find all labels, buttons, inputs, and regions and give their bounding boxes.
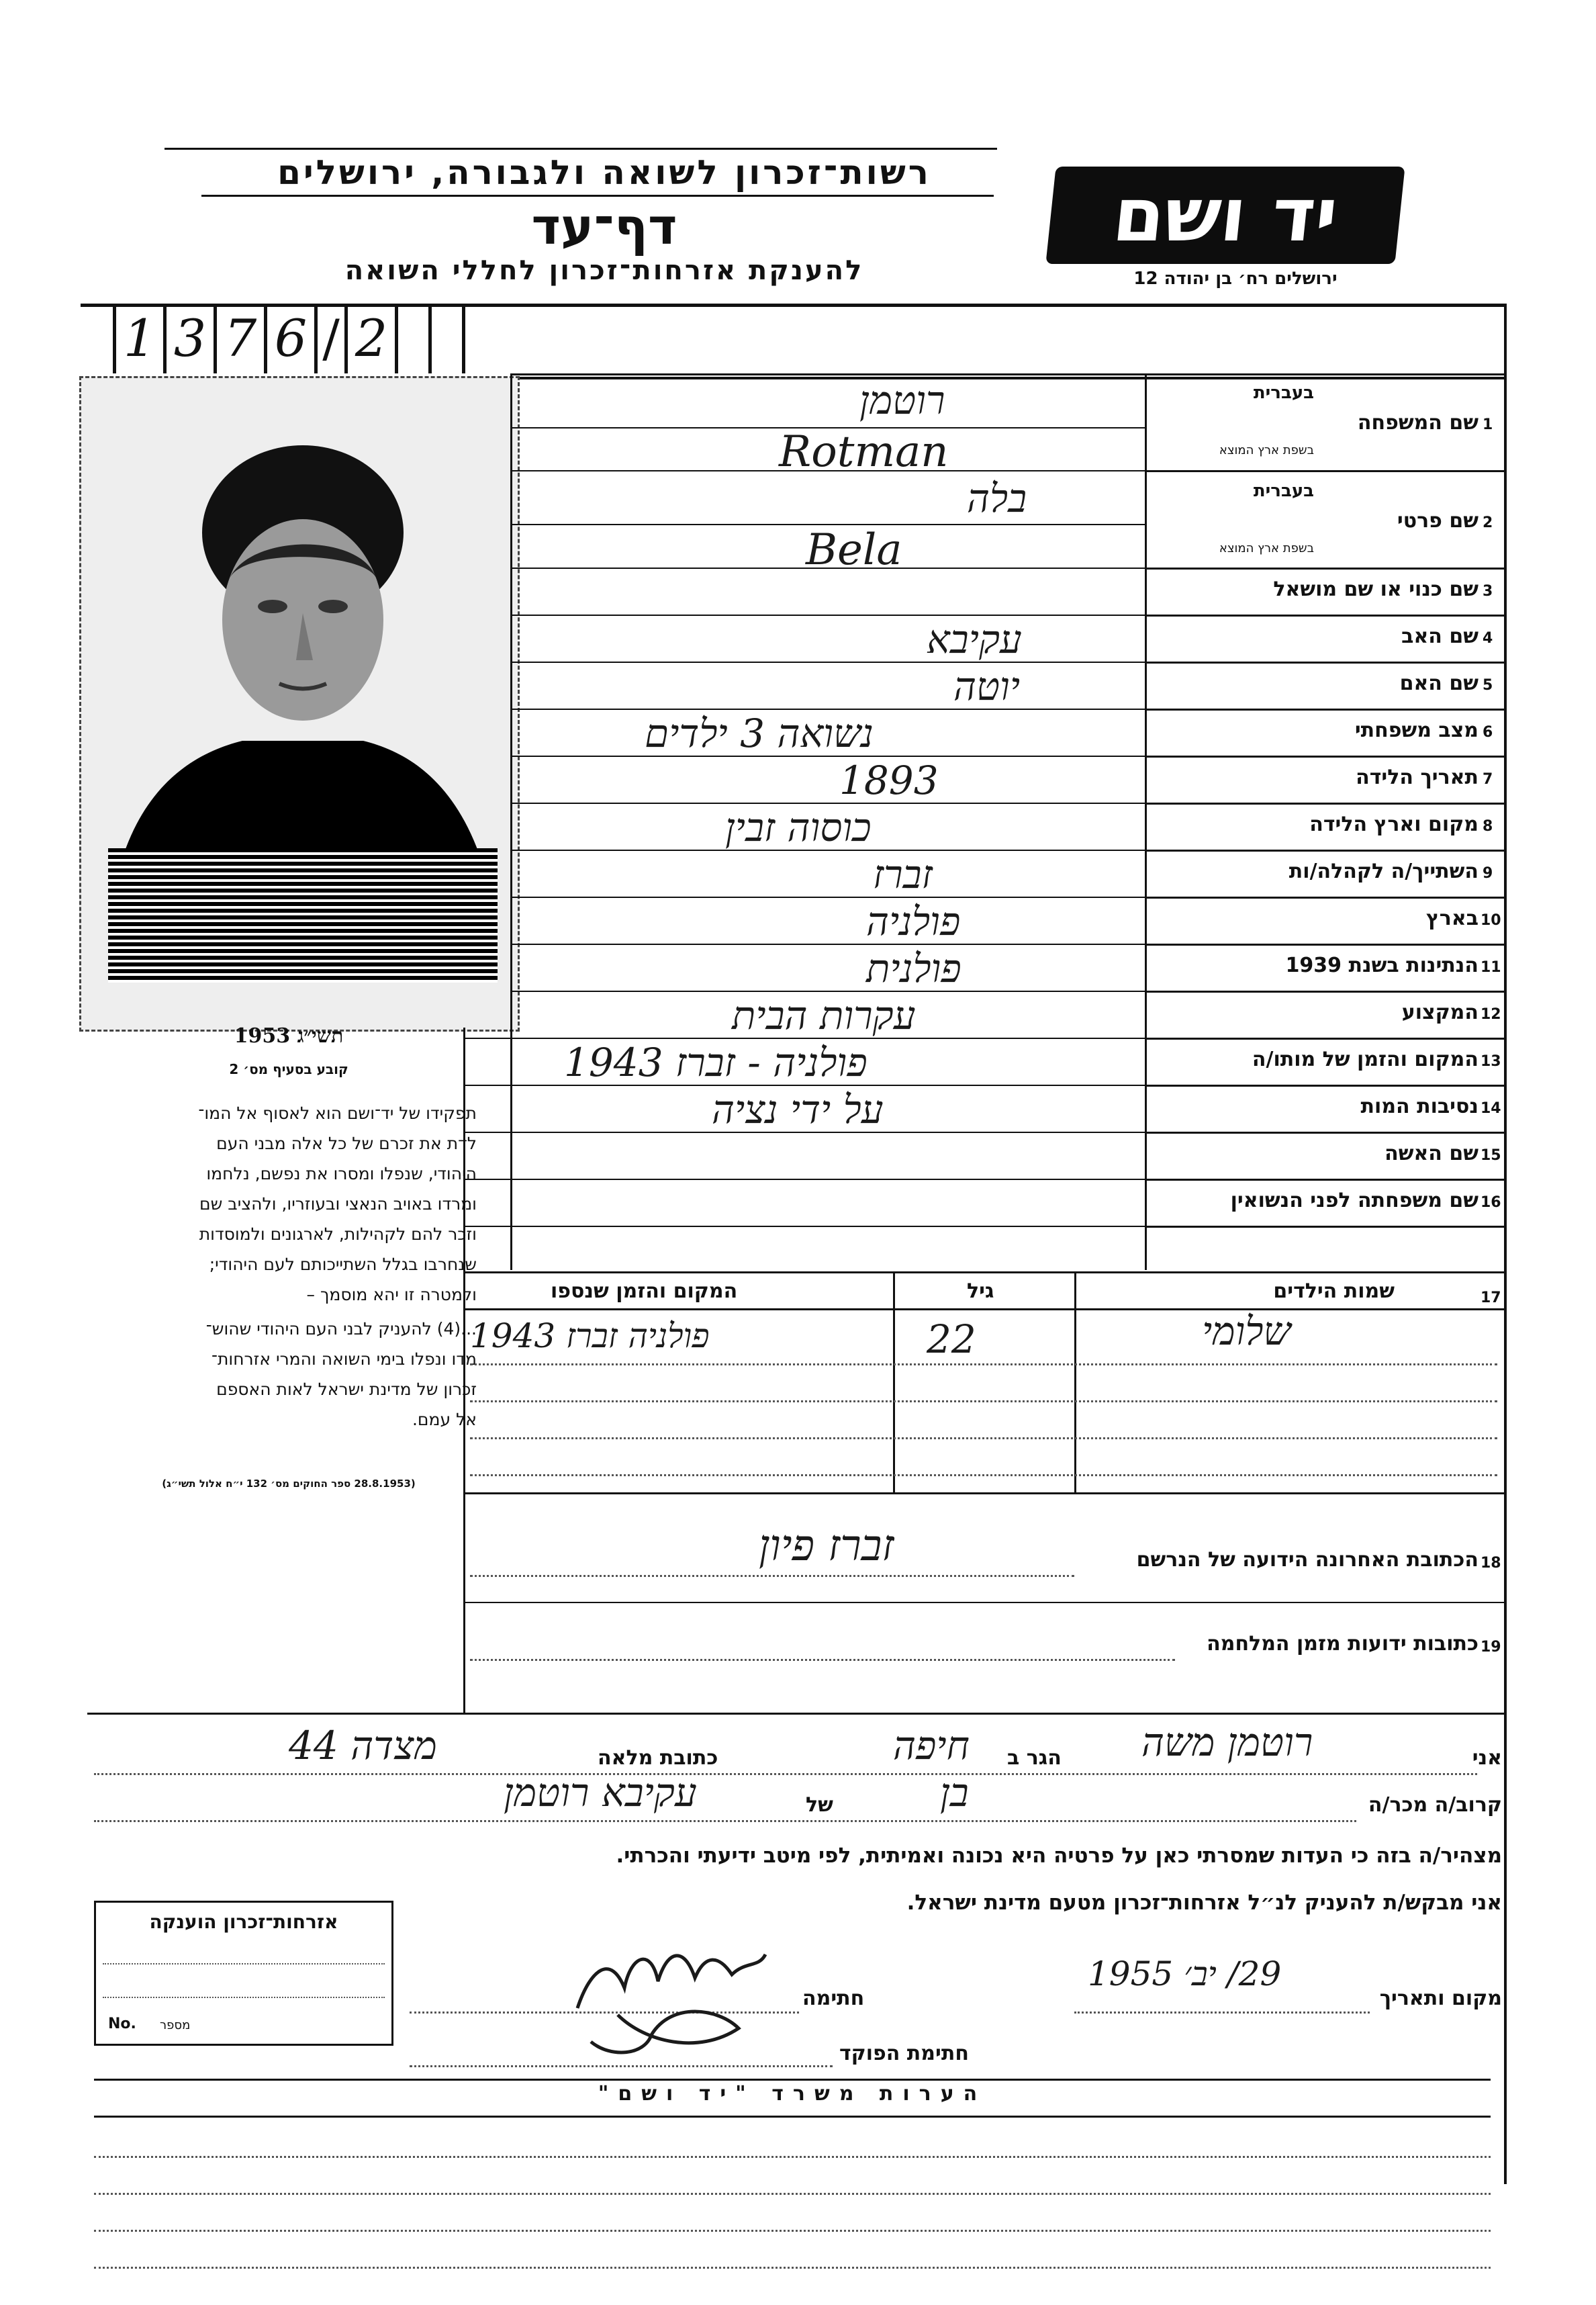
decl-addr-label: כתובת מלאה [598,1746,718,1770]
field-label-wife-name: שם האשה [1384,1142,1478,1165]
field-label-war-addresses: כתובות ידועות מזמן המלחמה [1207,1632,1478,1656]
field-label-family-name: שם המשפחה [1357,411,1478,435]
field-number: 17 [1481,1290,1501,1306]
field-number: 11 [1481,959,1501,976]
field-number: 2 [1483,514,1493,531]
law-line: ...(4) להעניק לבני העם היהודי שהוש־ [205,1319,477,1339]
decl-statement-2: אני מבקש/ת להעניק לנ״ל אזרחות־זכרון מטעם מדינת ישראל. [906,1891,1502,1915]
field-sublabel-hebrew: בעברית [1253,481,1314,501]
field-number: 12 [1481,1006,1501,1023]
photo-year: תשי״ג 1953 [234,1024,344,1048]
decl-lives-in: הגר ב [1007,1746,1062,1770]
decl-ani: אני [1472,1746,1502,1770]
field-number: 16 [1481,1194,1501,1211]
decl-city: חיפה [893,1723,970,1768]
record-digit: 6 [267,304,318,373]
field-label-birth-place: מקום וארץ הלידה [1309,813,1478,836]
law-line: מדו ונפלו בימי השואה והמרי אזרחות־ [211,1349,477,1369]
law-text [94,1098,477,1435]
stamp-title: אזרחות־זכרון הוענקה [149,1911,338,1933]
death-circumstances-value: על ידי נציה [712,1087,884,1132]
decl-of: של [806,1793,833,1817]
field-number: 15 [1481,1147,1501,1164]
field-number: 18 [1481,1555,1501,1572]
yad-vashem-logo [1045,167,1405,264]
field-number: 6 [1483,724,1493,741]
first-name-local: Bela [806,525,902,575]
field-label-country: בארץ [1425,907,1478,930]
field-label-nationality-1939: הנתינות בשנת 1939 [1285,954,1478,977]
children-col-names: שמות הילדים [1273,1279,1395,1303]
decl-place-date-label: מקום ותאריך [1379,1987,1502,2010]
law-line: שנחרבו בגלל השתייכותם לעם היהודי; [209,1255,477,1274]
form-subtitle: להענקת אזרחות־זכרון לחללי השואה [344,255,864,286]
field-sublabel-local: בשפת ארץ המוצא [1219,541,1314,555]
record-digit: 3 [167,304,217,373]
portrait-photo [79,376,520,1032]
field-number: 3 [1483,583,1493,600]
form-title: דף־עד [531,198,677,256]
birth-place-value: כוסוה זבין [725,805,872,850]
family-name-hebrew: רוטמן [859,377,945,423]
law-line: ולמטרה זו יהא מוסמך – [306,1285,477,1304]
field-label-marital-status: מצב משפחתי [1354,719,1478,742]
field-number: 14 [1481,1100,1501,1117]
office-notes-title: הערות משרד "יד ושם" [598,2082,987,2106]
field-label-nickname: שם כנוי או שם מושאל [1273,578,1478,601]
field-number: 5 [1483,677,1493,694]
law-line: וזכר להם לקהילות, לארגונים ולמוסדות [199,1224,477,1244]
field-label-maiden-name: שם משפחתה לפני הנשואין [1230,1189,1478,1212]
law-line: היהודי, שנפלו ומסרו את נפשם, נלחמו [206,1164,477,1183]
field-number: 8 [1483,818,1493,835]
field-label-last-address: הכתובת האחרונה הידועה של הנרשם [1136,1548,1478,1572]
law-line: תפקידו של יד־ושם הוא לאסוף אל המו־ [198,1103,477,1123]
child-name: שלומי [1202,1308,1291,1354]
death-place-value: פולניה - זברז 1943 [564,1040,867,1085]
field-label-death-place-time: המקום והזמן של מותו/ה [1252,1048,1478,1071]
field-label-profession: המקצוע [1401,1001,1478,1024]
record-digits: 1 3 7 6 / 2 [86,304,465,373]
field-number: 1 [1483,416,1493,433]
last-address-value: זברז פיון [759,1521,894,1571]
marital-status-value: נשואה 3 ילדים [645,711,874,756]
community-value: זברז [873,852,933,897]
country-value: פולניה [866,899,961,944]
child-age: 22 [927,1316,976,1362]
nationality-value: פולנית [866,946,961,991]
record-digit: 1 [116,304,167,373]
field-label-first-name: שם פרטי [1397,509,1478,533]
law-line: ומרדו באויב הנאצי ובעוזריו, ולהציב שם [199,1194,477,1214]
field-label-death-circumstances: נסיבות המות [1360,1095,1478,1118]
field-number: 9 [1483,865,1493,882]
birth-date-value: 1893 [839,758,939,803]
law-line: אל עמם. [412,1410,477,1429]
officer-signature-label: חתימת הפוקד [839,2042,969,2065]
decl-statement-1: מצהיר/ה בזה כי העדות שמסרתי כאן על פרטיה היא נכונה ואמיתית, לפי מיטב ידיעתי והכרתי. [616,1844,1502,1868]
field-sublabel-hebrew: בעברית [1253,383,1314,403]
decl-signature-label: חתימה [802,1987,865,2010]
photo-note: קובע בסעיף מס׳ 2 [229,1061,348,1077]
profession-value: עקרות הבית [732,993,916,1038]
child-death-place: פולניה זברז 1943 [470,1316,710,1355]
decl-name: רוטמן משה [1141,1719,1313,1765]
field-number: 13 [1481,1053,1501,1070]
field-label-father-name: שם האב [1401,625,1478,648]
children-col-age: גיל [967,1279,994,1303]
field-number: 19 [1481,1639,1501,1656]
law-line: לדת את זכרם של כל אלה מבני העם [216,1134,477,1153]
mother-name-value: יוטה [953,664,1021,709]
family-name-local: Rotman [779,427,949,477]
field-label-birth-date: תאריך הלידה [1356,766,1478,789]
law-line: זכרון של מדינת ישראל לאות האספם [216,1380,477,1399]
stamp-mispar: מספר [160,2018,191,2032]
field-number: 7 [1483,771,1493,788]
address: ירושלים רח׳ בן יהודה 12 [1133,269,1337,289]
memorial-citizenship-stamp-box [94,1901,393,2046]
first-name-hebrew: בלה [967,476,1027,521]
children-col-place: המקום והזמן שנספו [551,1279,738,1303]
law-reference: (28.8.1953 ספר החוקים מס׳ 132 י״ח אלול תשי״ג) [162,1478,416,1490]
record-digit: 7 [217,304,267,373]
logo-text: יד ושם [1109,172,1342,258]
signature [551,1928,779,2062]
decl-of-name: עקיבא רוטמן [504,1770,697,1815]
field-label-community: השתייך/ה לקהלה/ות [1288,860,1478,883]
decl-place-date: 29/ יב׳ 1955 [1088,1954,1282,1993]
stamp-no: No. [108,2016,136,2032]
decl-relative-label: קרוב/ה מכר/ה [1368,1793,1502,1817]
record-digit: 2 [348,304,398,373]
decl-relation: בן [940,1770,969,1815]
field-sublabel-local: בשפת ארץ המוצא [1219,443,1314,457]
field-number: 10 [1481,912,1501,929]
decl-address: מצדה 44 [289,1723,437,1768]
field-label-mother-name: שם האם [1399,672,1478,695]
field-number: 4 [1483,630,1493,647]
father-name-value: עקיבא [927,617,1022,662]
authority-title: רשות־זכרון לשואה ולגבורה, ירושלים [277,153,931,192]
